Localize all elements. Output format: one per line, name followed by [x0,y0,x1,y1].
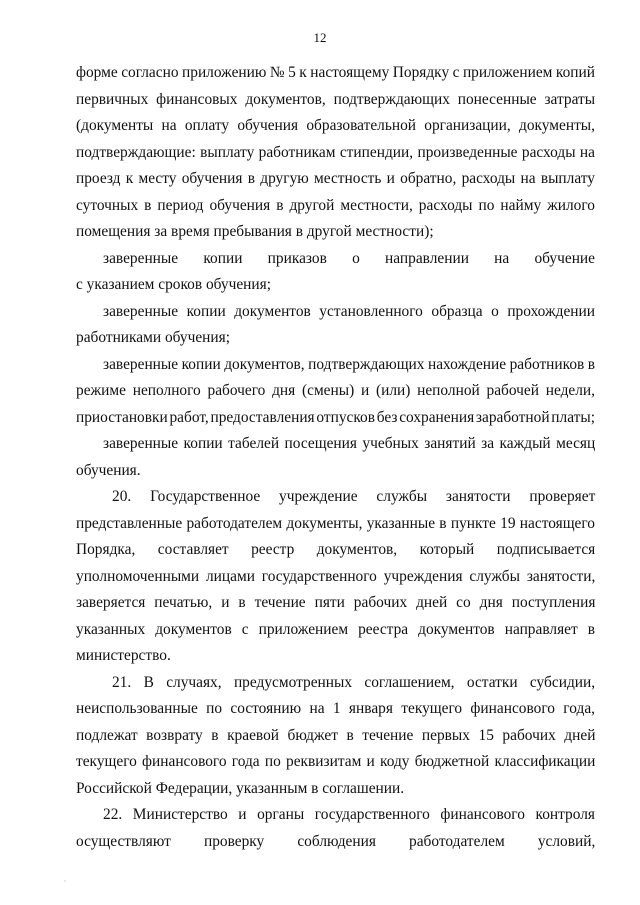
paragraph-continuation [76,60,595,246]
document-body [76,60,595,855]
paragraph-orders-copies [76,246,595,299]
text-line: заверенные копии документов установленного образца о прохождении [103,302,595,320]
scan-speck [64,880,66,882]
text-line: приостановки работ, предоставления отпусков без сохранения заработной платы; [76,408,595,426]
text-line: с указанием сроков обучения; [76,276,272,293]
text-line: уполномоченными лицами государственного учреждения службы занятости, [76,567,596,585]
paragraph-item-22 [76,802,595,855]
text-line: суточных в период обучения в другой местности, расходы по найму жилого [76,196,595,214]
text-line: указанных документов с приложением реестра документов направляет в [76,620,595,638]
paragraph-training-documents [76,299,595,352]
text-line: первичных финансовых документов, подтверждающих понесенные затраты [76,90,596,108]
text-line: заверенные копии документов, подтверждающих нахождение работников в [103,355,596,373]
text-line: представленные работодателем документы, указанные в пункте 19 настоящего [76,514,596,532]
text-line: обучения. [76,461,141,479]
paragraph-attendance-sheets [76,431,595,484]
text-line: работниками обучения; [76,329,230,346]
paragraph-item-21 [76,670,595,803]
text-line: неиспользованные по состоянию на 1 января текущего финансового года, [76,700,595,717]
text-line: заверяется печатью, и в течение пяти рабочих дней со дня поступления [76,594,596,611]
text-line: подтверждающие: выплату работникам стипендии, произведенные расходы на [76,143,595,161]
text-line: заверенные копии табелей посещения учебных занятий за каждый месяц [103,435,596,452]
text-line: помещения за время пребывания в другой местности); [76,223,434,240]
text-line: текущего финансового года по реквизитам и коду бюджетной классификации [76,753,596,770]
text-line: осуществляют проверку соблюдения работодателем условий, [76,832,596,850]
text-line: 21. В случаях, предусмотренных соглашением, остатки субсидии, [112,673,596,691]
text-line: Российской Федерации, указанным в соглашении. [76,779,405,797]
text-line: министерство. [76,647,171,664]
text-line: заверенные копии приказов о направлении на обучение [103,249,595,267]
paragraph-part-time-documents [76,352,595,432]
text-line: подлежат возврату в краевой бюджет в течение первых 15 рабочих дней [76,726,596,744]
text-line: режиме неполного рабочего дня (смены) и (или) неполной рабочей недели, [76,382,595,399]
text-line: проезд к месту обучения в другую местность и обратно, расходы на выплату [76,170,595,187]
text-line: Порядка, составляет реестр документов, который подписывается [76,541,596,558]
paragraph-item-20 [76,484,595,670]
text-line: 20. Государственное учреждение службы занятости проверяет [112,488,596,505]
text-line: 22. Министерство и органы государственного финансового контроля [103,806,595,823]
text-line: (документы на оплату обучения образовательной организации, документы, [76,117,595,134]
text-line: форме согласно приложению № 5 к настоящему Порядку с приложением копий [76,64,595,81]
page-number: 12 [313,30,327,45]
